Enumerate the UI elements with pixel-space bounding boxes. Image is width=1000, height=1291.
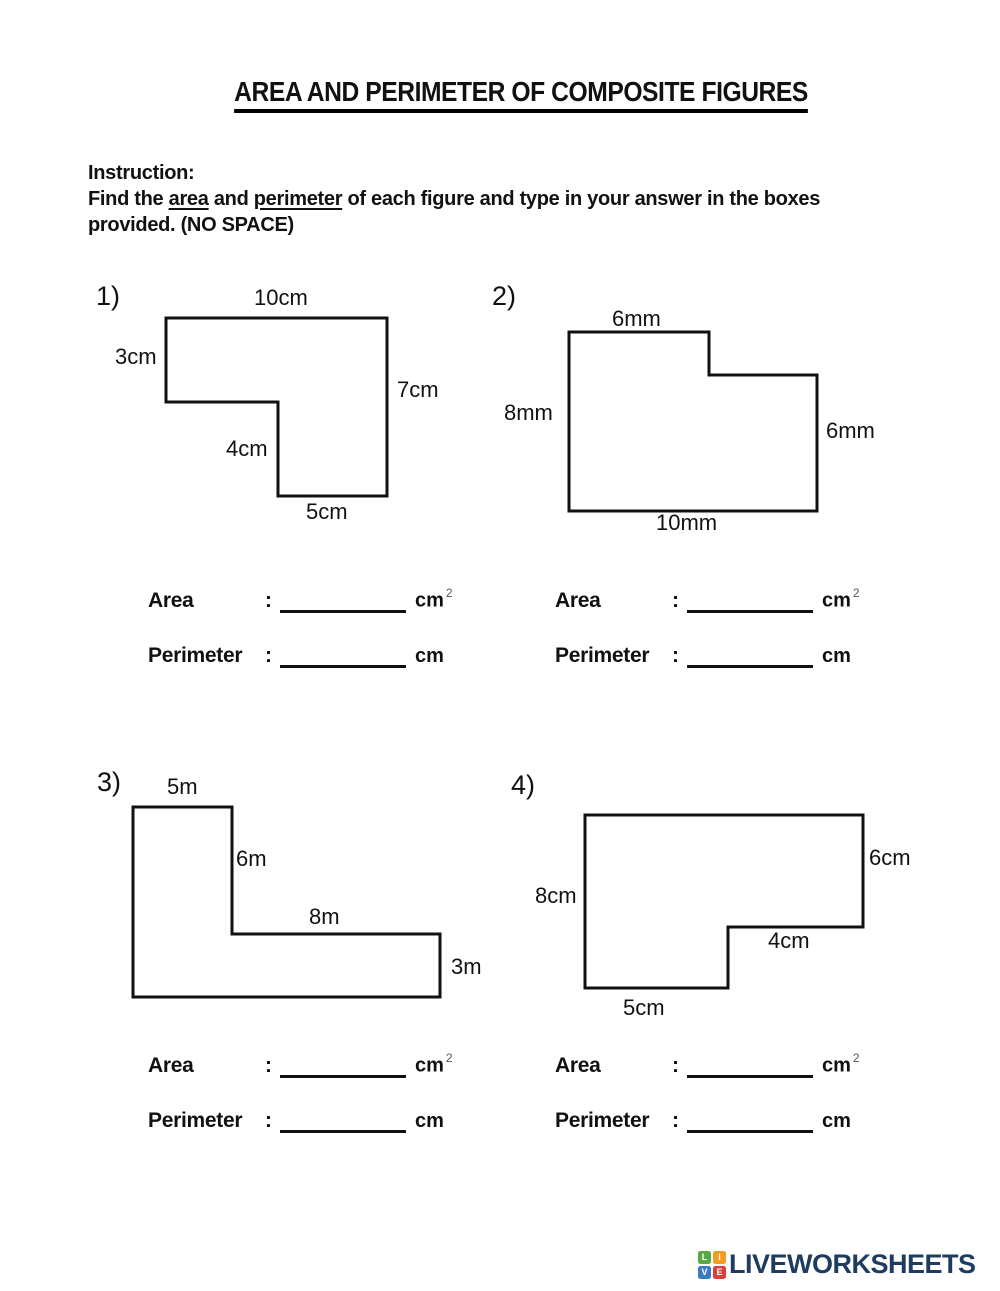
area-row bbox=[148, 1050, 478, 1078]
problem-2-area-input[interactable] bbox=[687, 589, 813, 613]
figure-1-dim-left: 3cm bbox=[115, 344, 157, 369]
instr-text: and bbox=[208, 188, 254, 210]
instructions-line1 bbox=[88, 186, 918, 212]
perimeter-label: Perimeter bbox=[555, 1109, 650, 1132]
perimeter-row bbox=[148, 640, 478, 668]
area-label: Area bbox=[555, 589, 601, 612]
instr-text: of each figure and type in your answer in the boxes bbox=[342, 188, 821, 210]
liveworksheets-tiles-icon bbox=[698, 1251, 726, 1279]
area-unit bbox=[415, 588, 451, 613]
problem-3-perimeter-input[interactable] bbox=[280, 1109, 406, 1133]
unit-exponent: 2 bbox=[852, 586, 860, 601]
colon: : bbox=[672, 1109, 679, 1132]
problem-3-answers bbox=[148, 1050, 478, 1160]
figure-4 bbox=[578, 808, 872, 1000]
area-unit bbox=[822, 1053, 858, 1078]
problem-2-answers bbox=[555, 585, 885, 695]
colon: : bbox=[265, 589, 272, 612]
problem-4-answers bbox=[555, 1050, 885, 1160]
problem-1-answers bbox=[148, 585, 478, 695]
figure-4-shape bbox=[578, 808, 872, 995]
figure-3-dim-top: 5m bbox=[167, 774, 198, 799]
logo-tile-e-icon: E bbox=[713, 1266, 726, 1279]
perimeter-row bbox=[555, 640, 885, 668]
unit-exponent: 2 bbox=[445, 586, 453, 601]
area-unit bbox=[415, 1053, 451, 1078]
figure-1-dim-bottom: 5cm bbox=[306, 499, 348, 524]
unit-exponent: 2 bbox=[852, 1051, 860, 1066]
unit-text: cm bbox=[822, 590, 851, 612]
colon: : bbox=[672, 644, 679, 667]
instructions-line2: provided. (NO SPACE) bbox=[88, 214, 294, 236]
perimeter-label: Perimeter bbox=[555, 644, 650, 667]
figure-4-dim-left: 8cm bbox=[535, 883, 577, 908]
figure-2-dim-top: 6mm bbox=[612, 306, 661, 331]
figure-1 bbox=[160, 312, 395, 509]
problem-1-perimeter-input[interactable] bbox=[280, 644, 406, 668]
page-title: AREA AND PERIMETER OF COMPOSITE FIGURES bbox=[234, 76, 808, 113]
perimeter-unit: cm bbox=[415, 645, 444, 667]
perimeter-row bbox=[148, 1105, 478, 1133]
area-label: Area bbox=[148, 589, 194, 612]
perimeter-label: Perimeter bbox=[148, 1109, 243, 1132]
figure-2 bbox=[562, 326, 824, 523]
instructions bbox=[88, 160, 918, 238]
problem-4-area-input[interactable] bbox=[687, 1054, 813, 1078]
area-unit bbox=[822, 588, 858, 613]
logo-tile-v-icon: V bbox=[698, 1266, 711, 1279]
colon: : bbox=[672, 1054, 679, 1077]
area-label: Area bbox=[148, 1054, 194, 1077]
figure-4-dim-inner: 4cm bbox=[768, 928, 810, 953]
area-row bbox=[148, 585, 478, 613]
title-wrap bbox=[0, 76, 1000, 113]
liveworksheets-logo bbox=[698, 1249, 976, 1280]
problem-4-number: 4) bbox=[511, 770, 536, 800]
unit-text: cm bbox=[415, 1055, 444, 1077]
instr-underlined-area: area bbox=[168, 188, 209, 210]
figure-3-shape bbox=[126, 800, 448, 1004]
unit-exponent: 2 bbox=[445, 1051, 453, 1066]
figure-1-shape bbox=[160, 312, 395, 504]
colon: : bbox=[265, 1109, 272, 1132]
liveworksheets-wordmark: LIVEWORKSHEETS bbox=[729, 1249, 976, 1279]
problem-2-number: 2) bbox=[492, 281, 517, 311]
perimeter-label: Perimeter bbox=[148, 644, 243, 667]
figure-1-dim-inner: 4cm bbox=[226, 436, 268, 461]
problem-3-area-input[interactable] bbox=[280, 1054, 406, 1078]
figure-3 bbox=[126, 800, 448, 1009]
figure-3-dim-right: 3m bbox=[451, 954, 482, 979]
problem-1-number: 1) bbox=[96, 281, 121, 311]
figure-3-dim-inner-vertical: 6m bbox=[236, 846, 267, 871]
figure-1-dim-top: 10cm bbox=[254, 285, 308, 310]
figure-1-dim-right: 7cm bbox=[397, 377, 439, 402]
problem-3-number: 3) bbox=[97, 767, 122, 797]
figure-3-dim-inner-horizontal: 8m bbox=[309, 904, 340, 929]
figure-2-dim-bottom: 10mm bbox=[656, 510, 718, 535]
perimeter-row bbox=[555, 1105, 885, 1133]
area-label: Area bbox=[555, 1054, 601, 1077]
logo-tile-l-icon: L bbox=[698, 1251, 711, 1264]
figure-2-dim-left: 8mm bbox=[504, 400, 553, 425]
figure-2-dim-right: 6mm bbox=[826, 418, 875, 443]
perimeter-unit: cm bbox=[822, 1110, 851, 1132]
problem-2-perimeter-input[interactable] bbox=[687, 644, 813, 668]
instr-text: Find the bbox=[88, 188, 169, 210]
figure-4-dim-bottom: 5cm bbox=[623, 995, 665, 1020]
problem-4-perimeter-input[interactable] bbox=[687, 1109, 813, 1133]
perimeter-unit: cm bbox=[822, 645, 851, 667]
instr-underlined-perimeter: perimeter bbox=[253, 188, 343, 210]
problem-1-area-input[interactable] bbox=[280, 589, 406, 613]
unit-text: cm bbox=[415, 590, 444, 612]
area-row bbox=[555, 1050, 885, 1078]
colon: : bbox=[265, 1054, 272, 1077]
perimeter-unit: cm bbox=[415, 1110, 444, 1132]
colon: : bbox=[672, 589, 679, 612]
logo-tile-i-icon: I bbox=[713, 1251, 726, 1264]
instructions-heading: Instruction: bbox=[88, 162, 195, 184]
area-row bbox=[555, 585, 885, 613]
figure-2-shape bbox=[562, 326, 824, 518]
unit-text: cm bbox=[822, 1055, 851, 1077]
colon: : bbox=[265, 644, 272, 667]
figure-4-dim-right: 6cm bbox=[869, 845, 911, 870]
